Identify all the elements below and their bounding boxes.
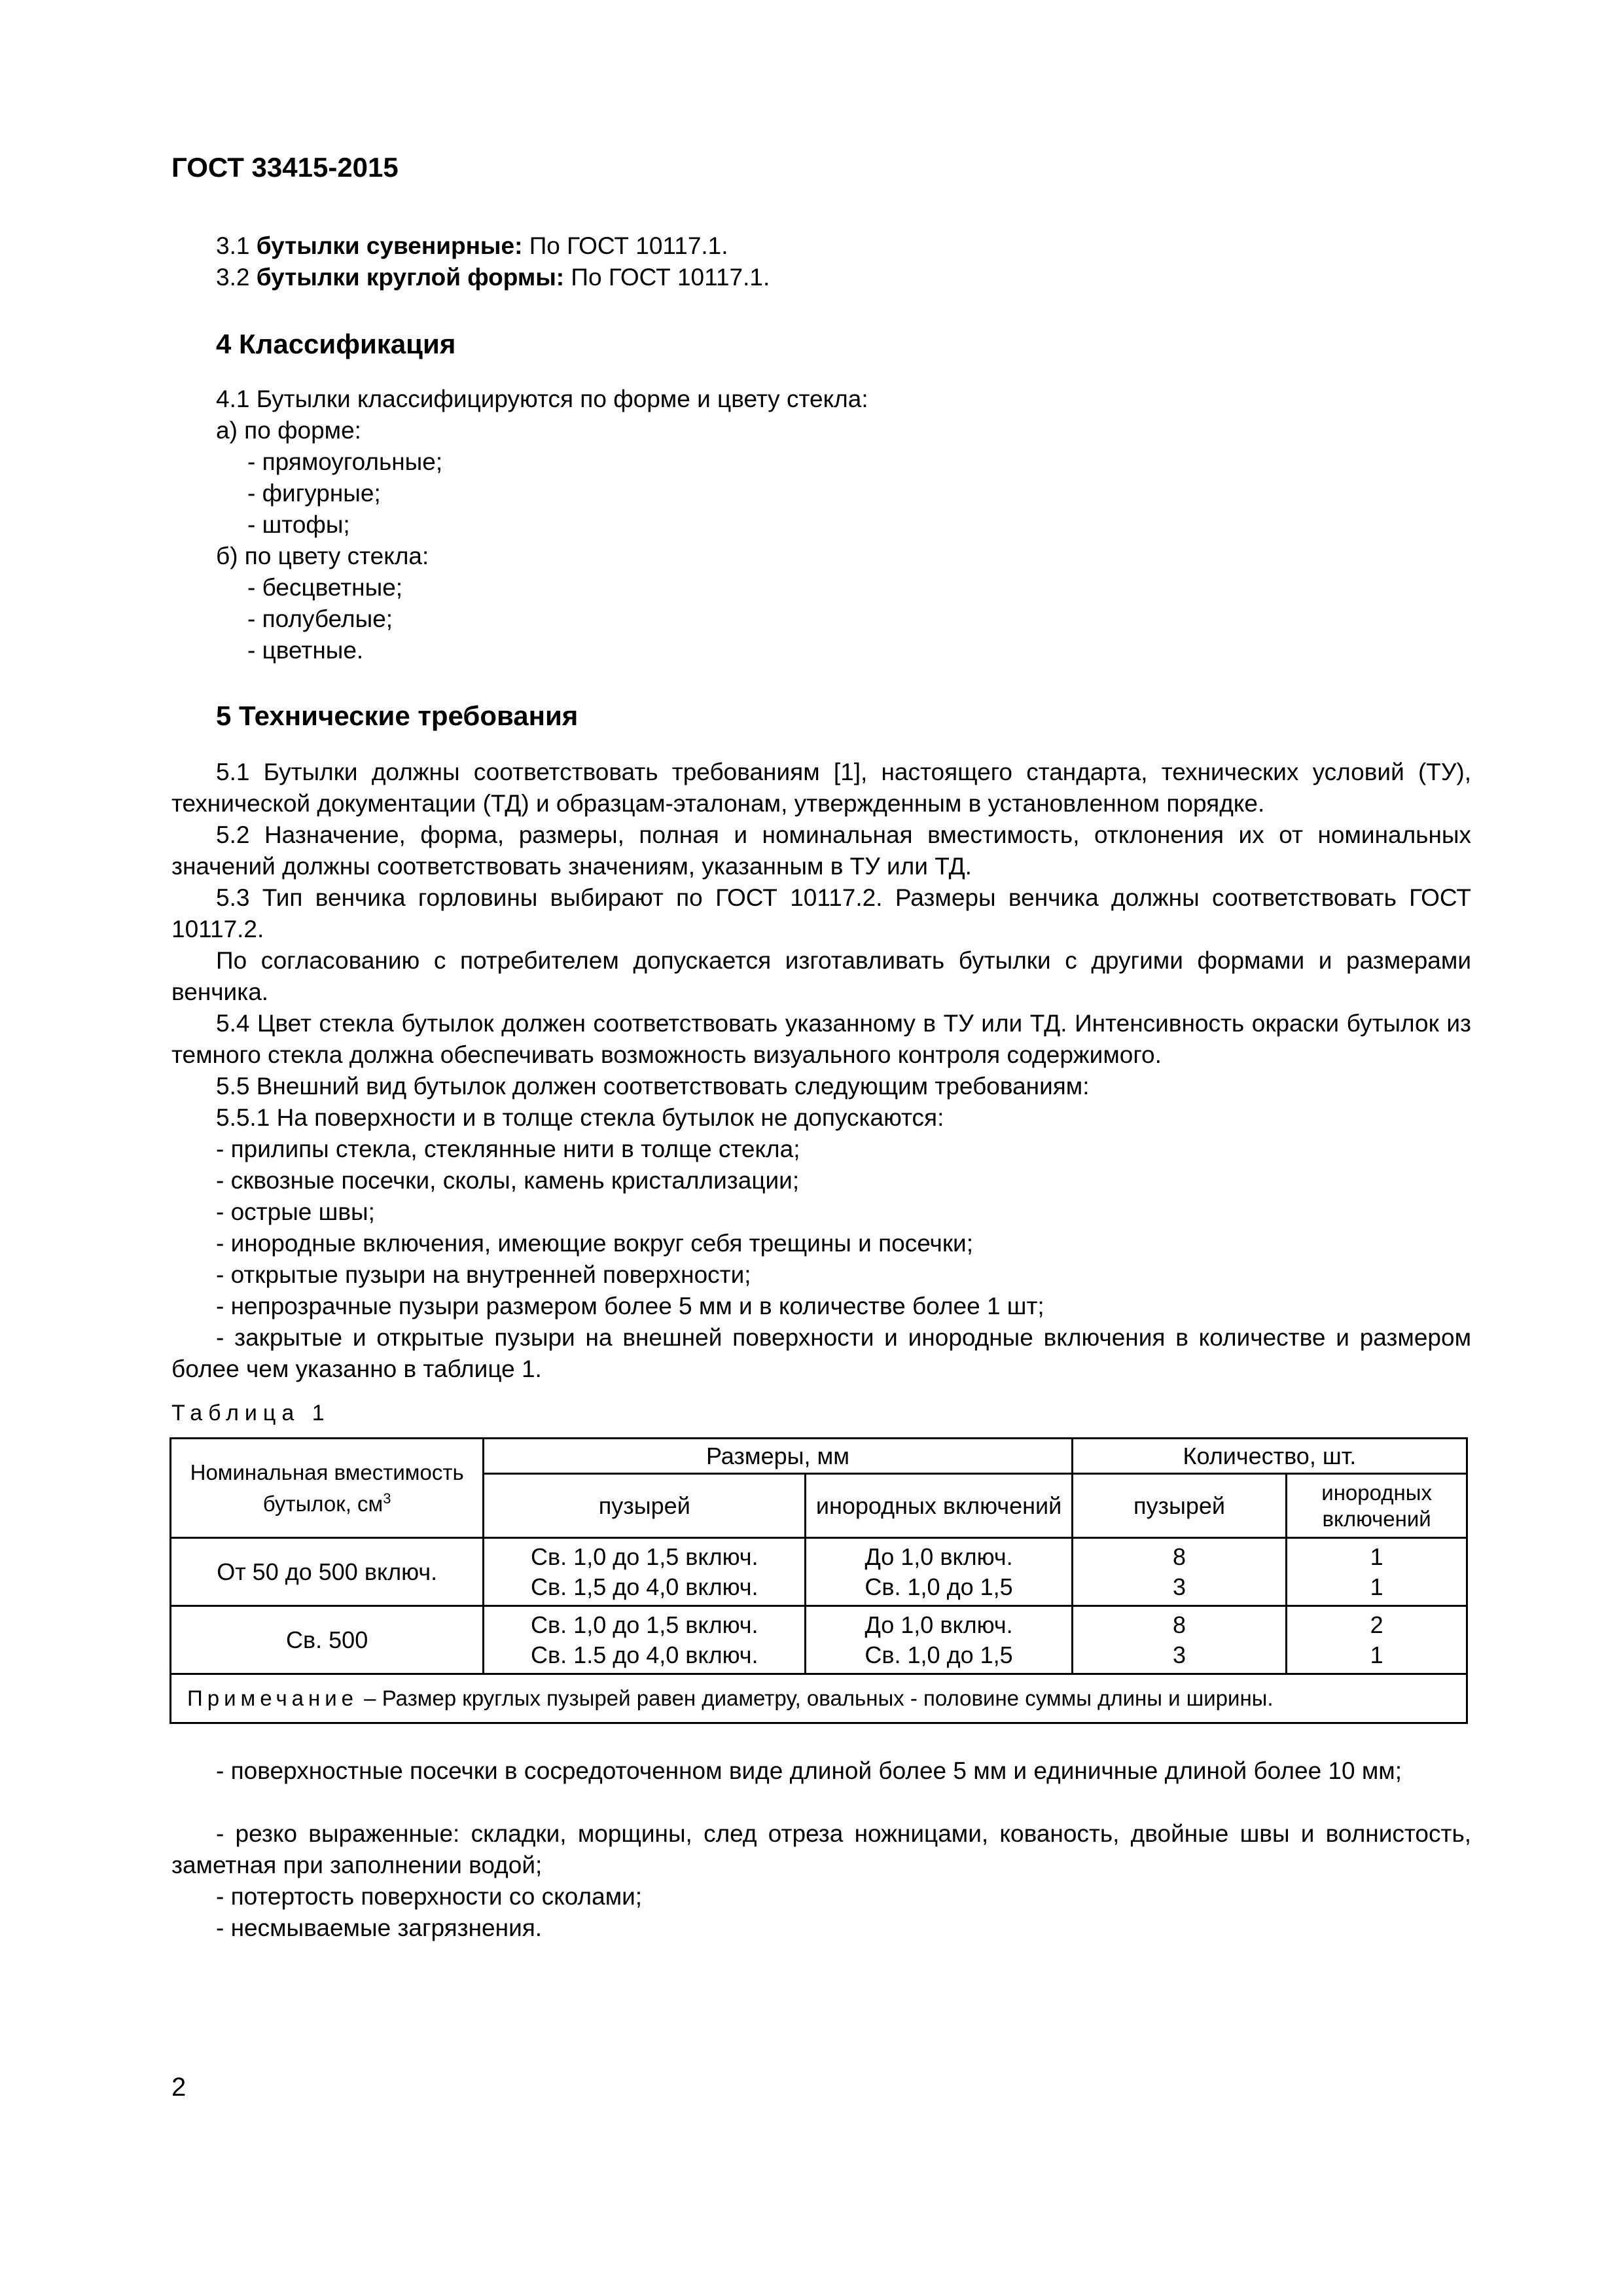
header-inclusions: инородных включений: [806, 1474, 1072, 1538]
header-q-bubbles: пузырей: [1072, 1474, 1287, 1538]
cell-bubbles: [484, 1538, 806, 1606]
page-number: 2: [171, 2073, 187, 2102]
paragraph-agreement: [171, 945, 1471, 1008]
term-name: бутылки круглой формы:: [256, 264, 565, 291]
defect-list-item: - сквозные посечки, сколы, камень кристаллизации;: [216, 1167, 800, 1194]
cell-line: Св. 1,0 до 1,5: [865, 1573, 1013, 1600]
paragraph-text: 5.4 Цвет стекла бутылок должен соответствовать указанному в ТУ или ТД. Интенсивность окраски бутылок из темного стекла должна обеспечивать возможность визуального контроля содержимого.: [171, 1010, 1471, 1068]
paragraph-text: - резко выраженные: складки, морщины, след отреза ножницами, кованость, двойные швы и волнистость, заметная при заполнении водой;: [171, 1820, 1471, 1878]
classification-line: - фигурные;: [247, 480, 381, 507]
cell-capacity: От 50 до 500 включ.: [171, 1538, 484, 1606]
defect-list-item: - открытые пузыри на внутренней поверхности;: [216, 1261, 751, 1288]
classification-line: 4.1 Бутылки классифицируются по форме и цвету стекла:: [216, 386, 868, 412]
cell-line: Св. 1,0 до 1,5 включ.: [531, 1611, 758, 1638]
classification-line: - бесцветные;: [247, 574, 403, 601]
cell-line: 1: [1370, 1641, 1383, 1668]
cell-line: 3: [1172, 1641, 1186, 1668]
table-caption: Таблица 1: [171, 1401, 330, 1426]
cell-line: 8: [1172, 1543, 1186, 1570]
cell-line: 2: [1370, 1611, 1383, 1638]
document-header: ГОСТ 33415-2015: [171, 152, 399, 183]
classification-line: б) по цвету стекла:: [216, 543, 429, 569]
paragraph-text: По согласованию с потребителем допускается изготавливать бутылки с другими формами и размерами венчика.: [171, 947, 1471, 1005]
defect-contamination: - несмываемые загрязнения.: [216, 1914, 543, 1941]
paragraph-text: 5.3 Тип венчика горловины выбирают по ГОСТ 10117.2. Размеры венчика должны соответствовать ГОСТ 10117.2.: [171, 884, 1471, 942]
table-note: [171, 1674, 1467, 1723]
cell-line: 1: [1370, 1573, 1383, 1600]
cell-capacity: Св. 500: [171, 1606, 484, 1674]
cell-line: До 1,0 включ.: [865, 1543, 1013, 1570]
paragraph-5-1: [171, 757, 1471, 819]
paragraph-text: - поверхностные посечки в сосредоточенном виде длиной более 5 мм и единичные длиной более 10 мм;: [216, 1757, 1402, 1784]
note-text: – Размер круглых пузырей равен диаметру, овальных - половине суммы длины и ширины.: [358, 1686, 1274, 1710]
classification-line: - штофы;: [247, 511, 350, 538]
header-bubbles: пузырей: [484, 1474, 806, 1538]
header-text: Номинальная вместимость бутылок, см: [190, 1460, 464, 1516]
cell-line: Св. 1,0 до 1,5: [865, 1641, 1013, 1668]
cell-line: До 1,0 включ.: [865, 1611, 1013, 1638]
cell-line: 8: [1172, 1611, 1186, 1638]
superscript: 3: [383, 1490, 391, 1507]
header-capacity: [171, 1439, 484, 1538]
paragraph-5-5-1: 5.5.1 На поверхности и в толще стекла бутылок не допускаются:: [216, 1104, 944, 1131]
paragraph-5-3: [171, 882, 1471, 945]
paragraph-5-4: [171, 1008, 1471, 1071]
paragraph-text: 5.2 Назначение, форма, размеры, полная и номинальная вместимость, отклонения их от номинальных значений должны соответствовать значениям, указанным в ТУ или ТД.: [171, 821, 1471, 880]
cell-inclusions: [806, 1606, 1072, 1674]
defect-list-item-last: [171, 1322, 1471, 1385]
classification-line: а) по форме:: [216, 417, 361, 444]
cell-q-bubbles: [1072, 1538, 1287, 1606]
table-1: [169, 1437, 1468, 1724]
defect-list-item: - непрозрачные пузыри размером более 5 мм и в количестве более 1 шт;: [216, 1293, 1044, 1319]
term-name: бутылки сувенирные:: [256, 232, 523, 259]
term-definition: По ГОСТ 10117.1.: [564, 264, 770, 291]
defect-list-item: - прилипы стекла, стеклянные нити в толще стекла;: [216, 1136, 800, 1162]
paragraph-text: - закрытые и открытые пузыри на внешней поверхности и инородные включения в количестве и размером более чем указанно в таблице 1.: [171, 1324, 1471, 1382]
classification-line: - цветные.: [247, 637, 364, 664]
cell-q-inclusions: [1287, 1538, 1467, 1606]
classification-line: - полубелые;: [247, 605, 393, 632]
term-3-2: [216, 262, 770, 293]
table-row: [171, 1606, 1467, 1674]
term-number: 3.2: [216, 264, 257, 291]
term-3-1: [216, 230, 728, 262]
section-5-heading: 5 Технические требования: [216, 700, 579, 731]
header-q-inclusions: инородных включений: [1287, 1474, 1467, 1538]
cell-line: 1: [1370, 1543, 1383, 1570]
table-row: [171, 1538, 1467, 1606]
defect-abrasion: - потертость поверхности со сколами;: [216, 1883, 643, 1910]
cell-q-inclusions: [1287, 1606, 1467, 1674]
paragraph-5-2: [171, 819, 1471, 882]
cell-line: Св. 1,5 до 4,0 включ.: [531, 1573, 758, 1600]
note-label: Примечание: [187, 1686, 359, 1710]
paragraph-5-5: 5.5 Внешний вид бутылок должен соответствовать следующим требованиям:: [216, 1073, 1090, 1100]
cell-bubbles: [484, 1606, 806, 1674]
table-note-row: [171, 1674, 1467, 1723]
paragraph-text: 5.1 Бутылки должны соответствовать требованиям [1], настоящего стандарта, технических условий (ТУ), технической документации (ТД) и образцам-эталонам, утвержденным в установленном порядке.: [171, 759, 1471, 817]
header-quantity: Количество, шт.: [1072, 1439, 1467, 1474]
cell-q-bubbles: [1072, 1606, 1287, 1674]
cell-line: Св. 1,0 до 1,5 включ.: [531, 1543, 758, 1570]
cell-line: Св. 1.5 до 4,0 включ.: [531, 1641, 758, 1668]
cell-line: 3: [1172, 1573, 1186, 1600]
section-4-heading: 4 Классификация: [216, 329, 456, 359]
classification-line: - прямоугольные;: [247, 448, 443, 475]
term-number: 3.1: [216, 232, 257, 259]
defect-list-item: - острые швы;: [216, 1198, 375, 1225]
cell-inclusions: [806, 1538, 1072, 1606]
term-definition: По ГОСТ 10117.1.: [522, 232, 728, 259]
header-sizes: Размеры, мм: [484, 1439, 1072, 1474]
defect-list-item: - инородные включения, имеющие вокруг себя трещины и посечки;: [216, 1230, 973, 1257]
defect-surface-chips: [171, 1755, 1471, 1787]
defect-folds: [171, 1818, 1471, 1881]
